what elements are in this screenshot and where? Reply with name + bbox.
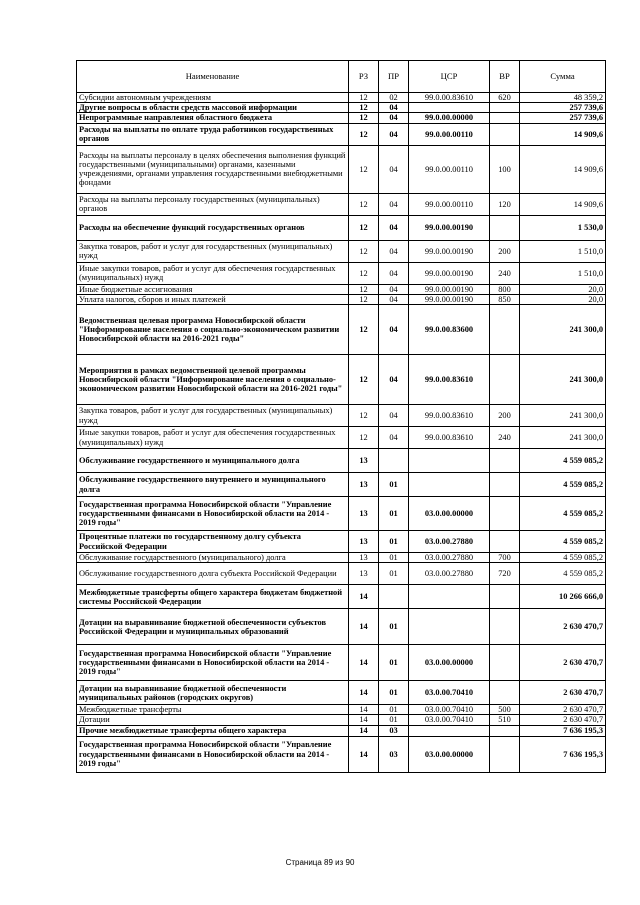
cell-pr: 04 — [379, 103, 409, 113]
cell-sum: 4 559 085,2 — [520, 497, 606, 531]
cell-csr: 03.0.00.27880 — [409, 531, 490, 553]
cell-pr — [379, 585, 409, 609]
cell-sum: 4 559 085,2 — [520, 473, 606, 497]
table-row — [77, 355, 606, 405]
table-row — [77, 93, 606, 103]
cell-vr: 510 — [490, 715, 520, 725]
cell-vr — [490, 497, 520, 531]
cell-csr: 99.0.00.00110 — [409, 193, 490, 215]
table-row — [77, 123, 606, 145]
cell-csr — [409, 585, 490, 609]
cell-pr: 04 — [379, 294, 409, 304]
table-row — [77, 405, 606, 427]
cell-sum: 4 559 085,2 — [520, 531, 606, 553]
cell-rz: 12 — [349, 355, 379, 405]
cell-vr: 500 — [490, 705, 520, 715]
cell-name: Расходы на выплаты персоналу в целях обеспечения выполнения функций государственными (муниципальными) органами, казенными учреждениями, органами управления государственными внебюджетными фондами — [77, 145, 349, 193]
table-row — [77, 294, 606, 304]
cell-name: Процентные платежи по государственному долгу субъекта Российской Федерации — [77, 531, 349, 553]
table-row — [77, 103, 606, 113]
cell-name: Закупка товаров, работ и услуг для государственных (муниципальных) нужд — [77, 405, 349, 427]
cell-csr — [409, 449, 490, 473]
cell-vr: 620 — [490, 93, 520, 103]
cell-sum: 1 510,0 — [520, 240, 606, 262]
cell-sum: 7 636 195,3 — [520, 736, 606, 772]
cell-sum: 241 300,0 — [520, 405, 606, 427]
cell-sum: 20,0 — [520, 284, 606, 294]
cell-vr — [490, 531, 520, 553]
table-row — [77, 705, 606, 715]
cell-vr — [490, 585, 520, 609]
cell-rz: 13 — [349, 553, 379, 563]
cell-csr — [409, 725, 490, 736]
table-row — [77, 563, 606, 585]
table-row — [77, 262, 606, 284]
cell-sum: 1 510,0 — [520, 262, 606, 284]
cell-name: Межбюджетные трансферты — [77, 705, 349, 715]
cell-rz: 12 — [349, 103, 379, 113]
cell-name: Субсидии автономным учреждениям — [77, 93, 349, 103]
cell-pr: 04 — [379, 193, 409, 215]
cell-name: Прочие межбюджетные трансферты общего характера — [77, 725, 349, 736]
cell-name: Дотации на выравнивание бюджетной обеспеченности субъектов Российской Федерации и муниципальных образований — [77, 609, 349, 645]
table-row — [77, 305, 606, 355]
cell-rz: 14 — [349, 725, 379, 736]
cell-pr: 03 — [379, 736, 409, 772]
table-row — [77, 193, 606, 215]
cell-name: Дотации — [77, 715, 349, 725]
cell-rz: 14 — [349, 585, 379, 609]
cell-rz: 12 — [349, 427, 379, 449]
cell-rz: 13 — [349, 497, 379, 531]
cell-rz: 12 — [349, 113, 379, 123]
cell-csr: 99.0.00.00110 — [409, 145, 490, 193]
cell-csr — [409, 473, 490, 497]
cell-vr: 850 — [490, 294, 520, 304]
cell-pr: 01 — [379, 645, 409, 681]
cell-name: Уплата налогов, сборов и иных платежей — [77, 294, 349, 304]
cell-csr: 99.0.00.00190 — [409, 294, 490, 304]
cell-rz: 14 — [349, 715, 379, 725]
cell-name: Иные закупки товаров, работ и услуг для обеспечения государственных (муниципальных) нужд — [77, 427, 349, 449]
cell-pr: 04 — [379, 284, 409, 294]
cell-pr: 04 — [379, 405, 409, 427]
cell-rz: 13 — [349, 449, 379, 473]
cell-vr — [490, 609, 520, 645]
table-row — [77, 553, 606, 563]
cell-sum: 241 300,0 — [520, 427, 606, 449]
cell-vr — [490, 215, 520, 240]
cell-name: Иные закупки товаров, работ и услуг для обеспечения государственных (муниципальных) нужд — [77, 262, 349, 284]
cell-name: Другие вопросы в области средств массовой информации — [77, 103, 349, 113]
cell-csr: 99.0.00.83610 — [409, 405, 490, 427]
table-row — [77, 531, 606, 553]
cell-csr — [409, 609, 490, 645]
cell-sum: 241 300,0 — [520, 355, 606, 405]
cell-sum: 48 359,2 — [520, 93, 606, 103]
cell-name: Дотации на выравнивание бюджетной обеспеченности муниципальных районов (городских округов) — [77, 681, 349, 705]
cell-sum: 241 300,0 — [520, 305, 606, 355]
table-row — [77, 284, 606, 294]
table-row — [77, 473, 606, 497]
cell-pr — [379, 449, 409, 473]
cell-csr: 99.0.00.83600 — [409, 305, 490, 355]
cell-sum: 14 909,6 — [520, 145, 606, 193]
cell-pr: 02 — [379, 93, 409, 103]
cell-pr: 01 — [379, 715, 409, 725]
cell-vr — [490, 736, 520, 772]
cell-vr — [490, 113, 520, 123]
cell-vr — [490, 355, 520, 405]
cell-name: Мероприятия в рамках ведомственной целевой программы Новосибирской области "Информирование населения о социально-экономическом развитии Новосибирской области на 2016-2021 годы" — [77, 355, 349, 405]
cell-csr: 03.0.00.70410 — [409, 715, 490, 725]
cell-rz: 14 — [349, 609, 379, 645]
cell-vr — [490, 645, 520, 681]
cell-sum: 4 559 085,2 — [520, 563, 606, 585]
cell-rz: 13 — [349, 563, 379, 585]
cell-rz: 12 — [349, 240, 379, 262]
cell-sum: 257 739,6 — [520, 113, 606, 123]
cell-sum: 20,0 — [520, 294, 606, 304]
cell-rz: 12 — [349, 123, 379, 145]
cell-sum: 2 630 470,7 — [520, 715, 606, 725]
budget-table-container — [76, 60, 605, 773]
cell-csr: 03.0.00.00000 — [409, 736, 490, 772]
cell-rz: 13 — [349, 531, 379, 553]
cell-sum: 7 636 195,3 — [520, 725, 606, 736]
table-row — [77, 240, 606, 262]
cell-name: Расходы на обеспечение функций государственных органов — [77, 215, 349, 240]
cell-csr: 99.0.00.00190 — [409, 284, 490, 294]
table-row — [77, 736, 606, 772]
table-header-row — [77, 61, 606, 93]
header-rz: РЗ — [349, 61, 379, 93]
cell-pr: 03 — [379, 725, 409, 736]
cell-name: Государственная программа Новосибирской области "Управление государственными финансами в Новосибирской области на 2014 - 2019 годы" — [77, 736, 349, 772]
cell-name: Непрограммные направления областного бюджета — [77, 113, 349, 123]
cell-pr: 01 — [379, 553, 409, 563]
cell-vr: 800 — [490, 284, 520, 294]
table-row — [77, 145, 606, 193]
cell-name: Расходы на выплаты персоналу государственных (муниципальных) органов — [77, 193, 349, 215]
cell-rz: 12 — [349, 262, 379, 284]
header-name: Наименование — [77, 61, 349, 93]
cell-vr — [490, 103, 520, 113]
cell-sum: 2 630 470,7 — [520, 609, 606, 645]
page-footer: Страница 89 из 90 — [285, 858, 355, 867]
cell-pr: 01 — [379, 681, 409, 705]
cell-sum: 2 630 470,7 — [520, 681, 606, 705]
cell-pr: 01 — [379, 497, 409, 531]
table-row — [77, 725, 606, 736]
cell-name: Обслуживание государственного и муниципального долга — [77, 449, 349, 473]
cell-name: Иные бюджетные ассигнования — [77, 284, 349, 294]
cell-pr: 04 — [379, 262, 409, 284]
cell-csr: 99.0.00.83610 — [409, 427, 490, 449]
cell-sum: 10 266 666,0 — [520, 585, 606, 609]
cell-pr: 01 — [379, 563, 409, 585]
cell-pr: 04 — [379, 215, 409, 240]
cell-rz: 14 — [349, 705, 379, 715]
cell-vr: 100 — [490, 145, 520, 193]
table-row — [77, 113, 606, 123]
cell-csr: 03.0.00.00000 — [409, 497, 490, 531]
cell-vr: 200 — [490, 405, 520, 427]
cell-name: Расходы на выплаты по оплате труда работников государственных органов — [77, 123, 349, 145]
table-row — [77, 681, 606, 705]
cell-rz: 12 — [349, 294, 379, 304]
cell-csr: 99.0.00.83610 — [409, 93, 490, 103]
cell-rz: 12 — [349, 305, 379, 355]
cell-csr: 03.0.00.70410 — [409, 705, 490, 715]
cell-name: Закупка товаров, работ и услуг для государственных (муниципальных) нужд — [77, 240, 349, 262]
cell-vr — [490, 725, 520, 736]
header-vr: ВР — [490, 61, 520, 93]
budget-table — [76, 60, 606, 773]
cell-sum: 1 530,0 — [520, 215, 606, 240]
cell-pr: 04 — [379, 305, 409, 355]
cell-csr: 03.0.00.70410 — [409, 681, 490, 705]
cell-sum: 14 909,6 — [520, 193, 606, 215]
cell-pr: 04 — [379, 355, 409, 405]
cell-rz: 12 — [349, 145, 379, 193]
cell-csr — [409, 103, 490, 113]
table-row — [77, 497, 606, 531]
cell-vr: 240 — [490, 427, 520, 449]
cell-vr — [490, 473, 520, 497]
table-row — [77, 609, 606, 645]
cell-rz: 12 — [349, 193, 379, 215]
cell-rz: 12 — [349, 405, 379, 427]
cell-pr: 04 — [379, 427, 409, 449]
cell-csr: 99.0.00.83610 — [409, 355, 490, 405]
cell-csr: 99.0.00.00000 — [409, 113, 490, 123]
cell-sum: 14 909,6 — [520, 123, 606, 145]
cell-rz: 14 — [349, 645, 379, 681]
cell-pr: 01 — [379, 473, 409, 497]
table-body — [77, 93, 606, 773]
cell-name: Межбюджетные трансферты общего характера бюджетам бюджетной системы Российской Федерации — [77, 585, 349, 609]
cell-pr: 04 — [379, 145, 409, 193]
cell-vr: 200 — [490, 240, 520, 262]
cell-vr — [490, 449, 520, 473]
cell-name: Обслуживание государственного внутреннего и муниципального долга — [77, 473, 349, 497]
table-row — [77, 427, 606, 449]
cell-sum: 257 739,6 — [520, 103, 606, 113]
cell-sum: 2 630 470,7 — [520, 645, 606, 681]
cell-vr: 240 — [490, 262, 520, 284]
cell-name: Государственная программа Новосибирской области "Управление государственными финансами в Новосибирской области на 2014 - 2019 годы" — [77, 645, 349, 681]
cell-pr: 01 — [379, 705, 409, 715]
cell-name: Государственная программа Новосибирской области "Управление государственными финансами в Новосибирской области на 2014 - 2019 годы" — [77, 497, 349, 531]
table-row — [77, 215, 606, 240]
cell-vr — [490, 305, 520, 355]
table-row — [77, 645, 606, 681]
cell-csr: 03.0.00.00000 — [409, 645, 490, 681]
cell-csr: 03.0.00.27880 — [409, 553, 490, 563]
cell-rz: 12 — [349, 215, 379, 240]
cell-vr: 700 — [490, 553, 520, 563]
cell-vr — [490, 123, 520, 145]
cell-name: Ведомственная целевая программа Новосибирской области "Информирование населения о социально-экономическом развитии Новосибирской области на 2016-2021 годы" — [77, 305, 349, 355]
cell-rz: 14 — [349, 681, 379, 705]
cell-pr: 04 — [379, 240, 409, 262]
table-row — [77, 715, 606, 725]
cell-pr: 04 — [379, 123, 409, 145]
cell-sum: 2 630 470,7 — [520, 705, 606, 715]
table-row — [77, 449, 606, 473]
cell-rz: 13 — [349, 473, 379, 497]
table-row — [77, 585, 606, 609]
header-csr: ЦСР — [409, 61, 490, 93]
cell-rz: 14 — [349, 736, 379, 772]
cell-name: Обслуживание государственного долга субъекта Российской Федерации — [77, 563, 349, 585]
cell-csr: 03.0.00.27880 — [409, 563, 490, 585]
cell-pr: 04 — [379, 113, 409, 123]
cell-csr: 99.0.00.00190 — [409, 262, 490, 284]
cell-vr: 720 — [490, 563, 520, 585]
header-pr: ПР — [379, 61, 409, 93]
cell-vr: 120 — [490, 193, 520, 215]
cell-rz: 12 — [349, 284, 379, 294]
header-sum: Сумма — [520, 61, 606, 93]
cell-vr — [490, 681, 520, 705]
cell-csr: 99.0.00.00190 — [409, 240, 490, 262]
cell-pr: 01 — [379, 531, 409, 553]
cell-rz: 12 — [349, 93, 379, 103]
cell-sum: 4 559 085,2 — [520, 553, 606, 563]
cell-name: Обслуживание государственного (муниципального) долга — [77, 553, 349, 563]
cell-csr: 99.0.00.00110 — [409, 123, 490, 145]
cell-sum: 4 559 085,2 — [520, 449, 606, 473]
cell-pr: 01 — [379, 609, 409, 645]
cell-csr: 99.0.00.00190 — [409, 215, 490, 240]
